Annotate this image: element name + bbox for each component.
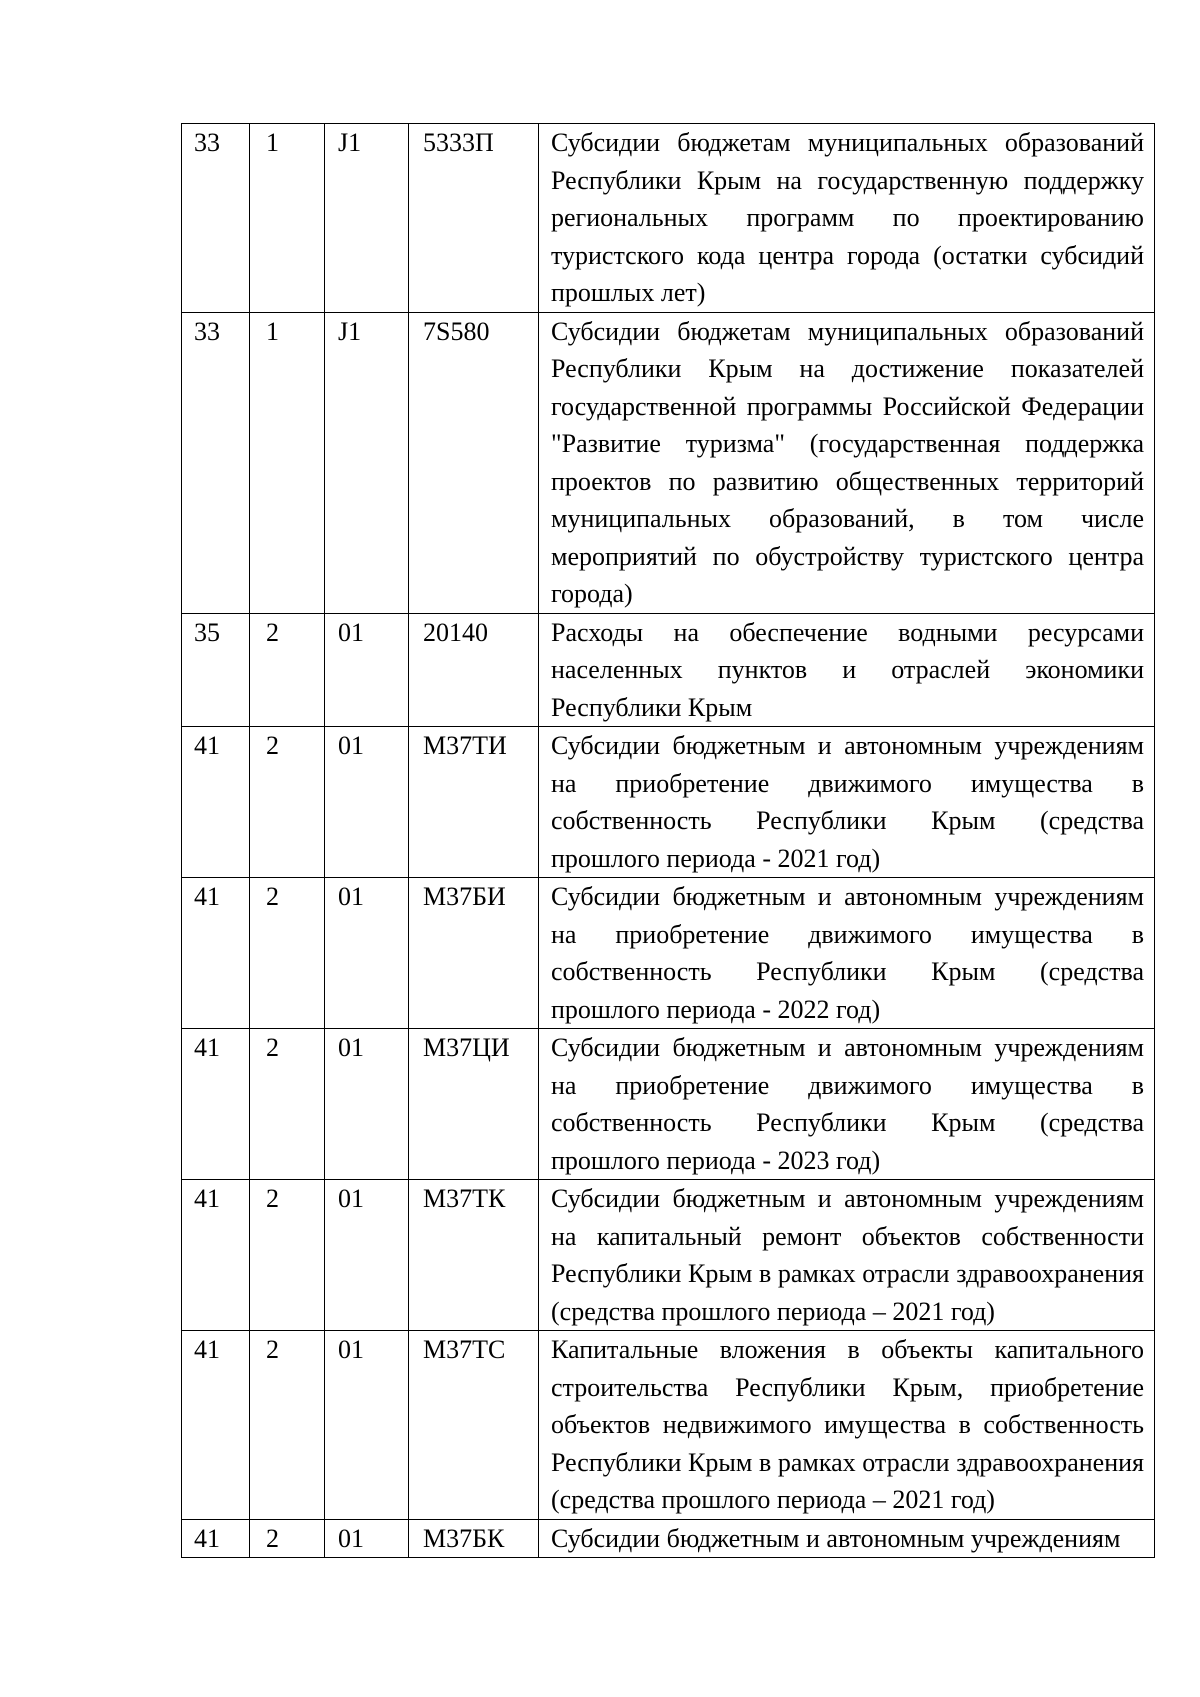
description-cell: Субсидии бюджетным и автономным учреждениям на капитальный ремонт объектов собственности Республики Крым в рамках отрасли здравоохранения (средства прошлого периода – 2021 год) xyxy=(539,1180,1155,1331)
section-code-cell: 41 xyxy=(182,1180,250,1331)
direction-code-cell: М37ТС xyxy=(409,1331,539,1520)
subsection-code-cell: 2 xyxy=(250,1029,325,1180)
table-row xyxy=(182,312,1155,613)
direction-code-cell: 20140 xyxy=(409,613,539,727)
subsection-code-cell: 2 xyxy=(250,878,325,1029)
budget-codes-table xyxy=(181,123,1155,1558)
table-row xyxy=(182,727,1155,878)
description-cell: Субсидии бюджетам муниципальных образований Республики Крым на достижение показателей государственной программы Российской Федерации "Развитие туризма" (государственная поддержка проектов по развитию общественных территорий муниципальных образований, в том числе мероприятий по обустройству туристского центра города) xyxy=(539,312,1155,613)
description-cell: Капитальные вложения в объекты капитального строительства Республики Крым, приобретение объектов недвижимого имущества в собственность Республики Крым в рамках отрасли здравоохранения (средства прошлого периода – 2021 год) xyxy=(539,1331,1155,1520)
program-code-cell: 01 xyxy=(325,1029,409,1180)
program-code-cell: 01 xyxy=(325,1331,409,1520)
table-row xyxy=(182,1519,1155,1558)
table-row xyxy=(182,1029,1155,1180)
subsection-code-cell: 2 xyxy=(250,1519,325,1558)
program-code-cell: 01 xyxy=(325,1519,409,1558)
direction-code-cell: 7S580 xyxy=(409,312,539,613)
direction-code-cell: М37БК xyxy=(409,1519,539,1558)
program-code-cell: J1 xyxy=(325,312,409,613)
program-code-cell: J1 xyxy=(325,124,409,313)
section-code-cell: 33 xyxy=(182,124,250,313)
subsection-code-cell: 2 xyxy=(250,613,325,727)
subsection-code-cell: 2 xyxy=(250,727,325,878)
section-code-cell: 33 xyxy=(182,312,250,613)
direction-code-cell: М37ТИ xyxy=(409,727,539,878)
table-row xyxy=(182,124,1155,313)
description-cell: Расходы на обеспечение водными ресурсами населенных пунктов и отраслей экономики Республики Крым xyxy=(539,613,1155,727)
section-code-cell: 41 xyxy=(182,1331,250,1520)
description-cell: Субсидии бюджетным и автономным учреждениям на приобретение движимого имущества в собственность Республики Крым (средства прошлого периода - 2022 год) xyxy=(539,878,1155,1029)
program-code-cell: 01 xyxy=(325,613,409,727)
section-code-cell: 41 xyxy=(182,1029,250,1180)
description-cell: Субсидии бюджетным и автономным учреждениям на приобретение движимого имущества в собственность Республики Крым (средства прошлого периода - 2023 год) xyxy=(539,1029,1155,1180)
program-code-cell: 01 xyxy=(325,878,409,1029)
section-code-cell: 41 xyxy=(182,1519,250,1558)
description-cell: Субсидии бюджетным и автономным учреждениям xyxy=(539,1519,1155,1558)
section-code-cell: 35 xyxy=(182,613,250,727)
section-code-cell: 41 xyxy=(182,878,250,1029)
program-code-cell: 01 xyxy=(325,1180,409,1331)
subsection-code-cell: 2 xyxy=(250,1331,325,1520)
table-row xyxy=(182,878,1155,1029)
direction-code-cell: 5333П xyxy=(409,124,539,313)
subsection-code-cell: 1 xyxy=(250,312,325,613)
table-row xyxy=(182,613,1155,727)
description-cell: Субсидии бюджетным и автономным учреждениям на приобретение движимого имущества в собственность Республики Крым (средства прошлого периода - 2021 год) xyxy=(539,727,1155,878)
direction-code-cell: М37ЦИ xyxy=(409,1029,539,1180)
direction-code-cell: М37БИ xyxy=(409,878,539,1029)
direction-code-cell: М37ТК xyxy=(409,1180,539,1331)
section-code-cell: 41 xyxy=(182,727,250,878)
description-cell: Субсидии бюджетам муниципальных образований Республики Крым на государственную поддержку региональных программ по проектированию туристского кода центра города (остатки субсидий прошлых лет) xyxy=(539,124,1155,313)
subsection-code-cell: 1 xyxy=(250,124,325,313)
program-code-cell: 01 xyxy=(325,727,409,878)
table-row xyxy=(182,1331,1155,1520)
table-row xyxy=(182,1180,1155,1331)
subsection-code-cell: 2 xyxy=(250,1180,325,1331)
